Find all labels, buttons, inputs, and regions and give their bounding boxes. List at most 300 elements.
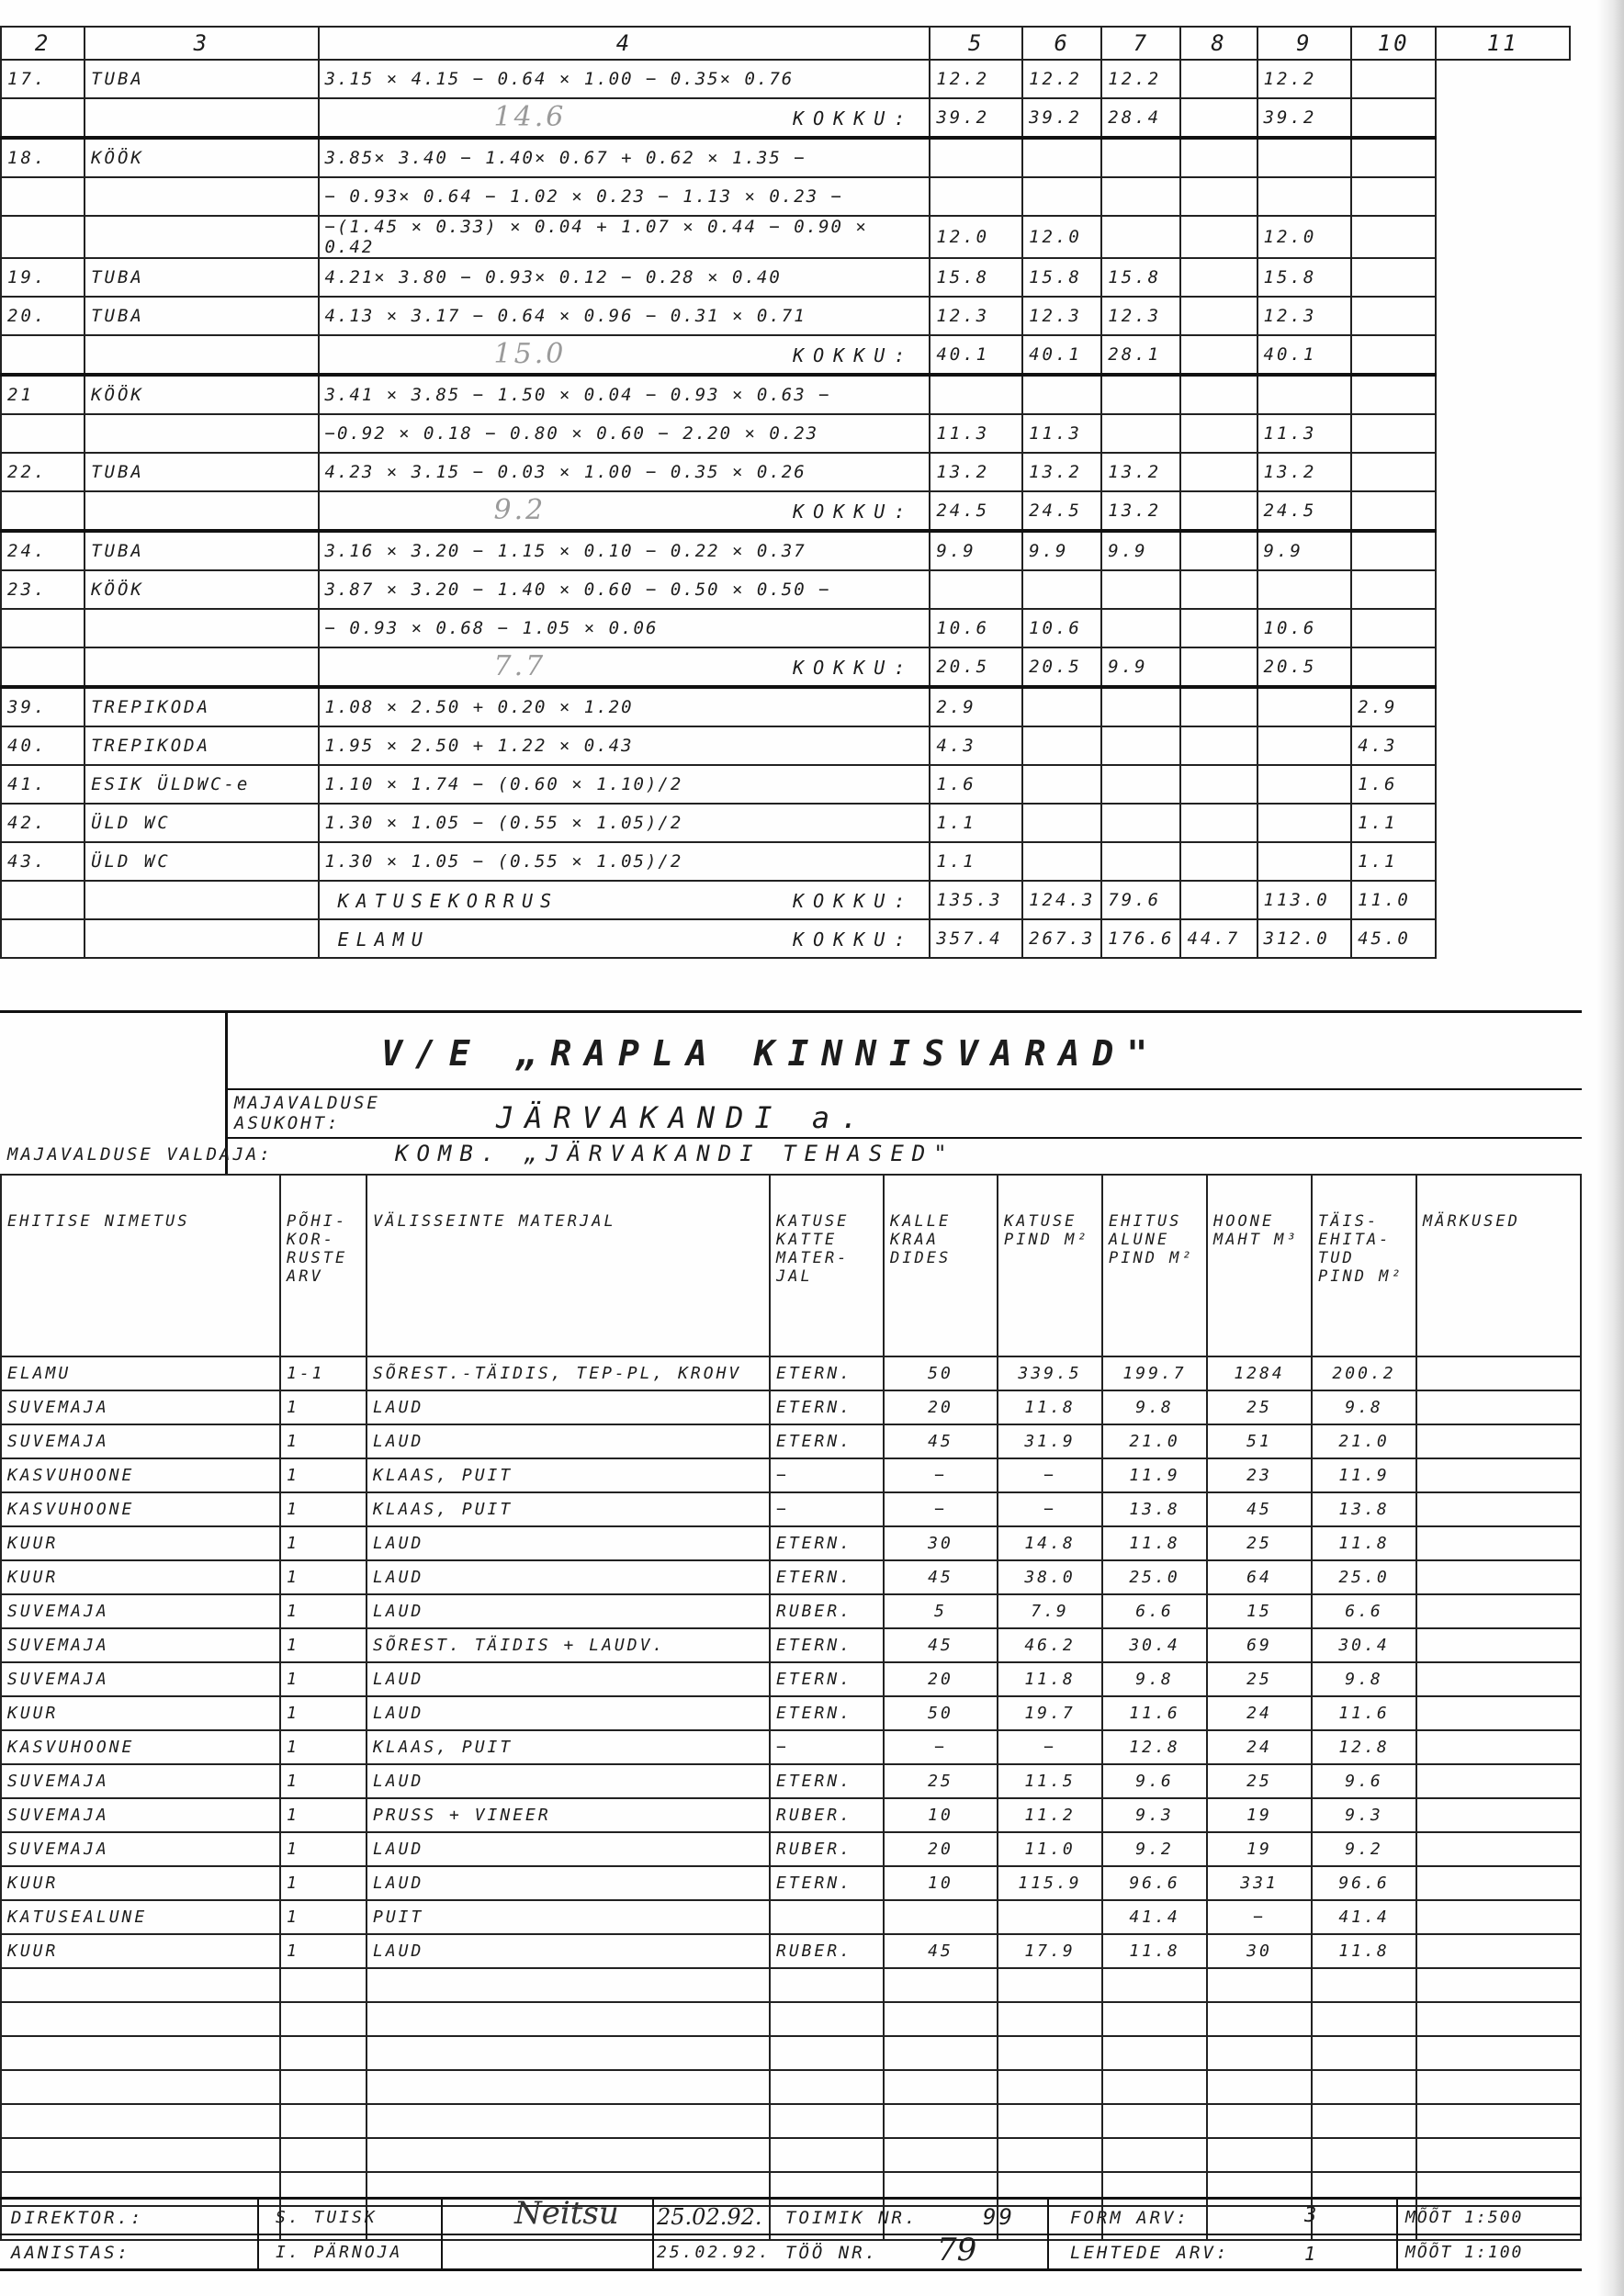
building-cell: LAUD [367, 1764, 770, 1798]
date-2: 25.02.92. [657, 2243, 772, 2262]
section-label: ELAMU [337, 929, 430, 951]
empty-row [1, 2172, 1581, 2206]
empty-cell [367, 2070, 770, 2104]
room-number: 19. [1, 258, 85, 297]
empty-row [1, 2138, 1581, 2172]
building-cell [1416, 1526, 1581, 1560]
room-number [1, 881, 85, 919]
building-cell: RUBER. [770, 1832, 884, 1866]
building-cell: 11.2 [998, 1798, 1102, 1832]
building-cell: ETERN. [770, 1628, 884, 1662]
area-formula: 4.23 × 3.15 − 0.03 × 1.00 − 0.35 × 0.26 [319, 453, 930, 491]
empty-cell [1102, 2172, 1207, 2206]
building-cell: 25 [884, 1764, 998, 1798]
empty-row [1, 1968, 1581, 2002]
building-cell: 9.8 [1102, 1390, 1207, 1424]
building-cell: LAUD [367, 1832, 770, 1866]
room-name [85, 414, 318, 453]
building-cell: 339.5 [998, 1356, 1102, 1390]
value-cell [1351, 297, 1436, 335]
area-formula: 1.10 × 1.74 − (0.60 × 1.10)/2 [319, 765, 930, 804]
building-cell: 1 [280, 1594, 367, 1628]
value-cell [1351, 647, 1436, 687]
building-cell: KUUR [1, 1934, 280, 1968]
value-cell [1257, 138, 1352, 177]
value-cell: 15.8 [930, 258, 1022, 297]
kokku-label: KOKKU: [793, 657, 915, 679]
building-cell [1416, 1696, 1581, 1730]
building-cell: − [770, 1492, 884, 1526]
building-cell: ELAMU [1, 1356, 280, 1390]
building-cell: − [998, 1458, 1102, 1492]
building-cell: KUUR [1, 1560, 280, 1594]
building-cell [1416, 1424, 1581, 1458]
building-cell: 15 [1207, 1594, 1312, 1628]
room-name [85, 98, 318, 138]
value-cell: 11.3 [930, 414, 1022, 453]
building-cell: 1 [280, 1424, 367, 1458]
building-cell: 10 [884, 1798, 998, 1832]
building-cell: 1 [280, 1390, 367, 1424]
value-cell [1180, 726, 1257, 765]
building-cell: 12.8 [1102, 1730, 1207, 1764]
value-cell: 13.2 [1101, 491, 1180, 531]
empty-row [1, 2002, 1581, 2036]
building-cell [1416, 1730, 1581, 1764]
order-value: 99 [983, 2204, 1015, 2230]
area-row [1, 531, 1570, 570]
room-name: TREPIKODA [85, 687, 318, 726]
empty-cell [884, 2002, 998, 2036]
building-cell: SUVEMAJA [1, 1424, 280, 1458]
owner-value: KOMB. „JÄRVAKANDI TEHASED" [395, 1141, 955, 1166]
building-cell: 200.2 [1312, 1356, 1416, 1390]
room-name: KÖÖK [85, 570, 318, 609]
building-cell: LAUD [367, 1594, 770, 1628]
value-cell [1180, 138, 1257, 177]
value-cell [1180, 609, 1257, 647]
room-name: TUBA [85, 258, 318, 297]
footer-col-line [1396, 2197, 1398, 2270]
empty-cell [770, 2138, 884, 2172]
empty-cell [884, 2104, 998, 2138]
value-cell: 10.6 [1257, 609, 1352, 647]
date-1: 25.02.92. [657, 2204, 762, 2230]
value-cell: 10.6 [1022, 609, 1101, 647]
value-cell [1022, 570, 1101, 609]
signature: Neitsu [514, 2195, 619, 2232]
director-name: S. TUISK [276, 2208, 378, 2227]
value-cell: 11.3 [1257, 414, 1352, 453]
building-cell: 24 [1207, 1730, 1312, 1764]
building-cell: 9.2 [1312, 1832, 1416, 1866]
value-cell: 4.3 [930, 726, 1022, 765]
value-cell [1022, 726, 1101, 765]
area-row [1, 842, 1570, 881]
value-cell: 20.5 [1257, 647, 1352, 687]
room-name [85, 919, 318, 958]
area-row [1, 726, 1570, 765]
room-name: TUBA [85, 297, 318, 335]
value-cell [1180, 531, 1257, 570]
building-cell: − [770, 1730, 884, 1764]
empty-cell [884, 2070, 998, 2104]
empty-cell [1, 2070, 280, 2104]
building-cell: 11.5 [998, 1764, 1102, 1798]
value-cell: 15.8 [1022, 258, 1101, 297]
value-cell [1022, 765, 1101, 804]
value-cell [1257, 726, 1352, 765]
value-cell [1101, 804, 1180, 842]
empty-cell [1207, 2172, 1312, 2206]
building-cell: 115.9 [998, 1866, 1102, 1900]
value-cell [1351, 138, 1436, 177]
building-cell: − [884, 1458, 998, 1492]
area-formula: −0.92 × 0.18 − 0.80 × 0.60 − 2.20 × 0.23 [319, 414, 930, 453]
building-cell [1416, 1356, 1581, 1390]
building-cell: 51 [1207, 1424, 1312, 1458]
building-cell [1416, 1832, 1581, 1866]
value-cell: 312.0 [1257, 919, 1352, 958]
building-cell: 19 [1207, 1798, 1312, 1832]
room-number [1, 98, 85, 138]
work-label: TÖÖ NR. [785, 2243, 879, 2263]
value-cell: 1.6 [1351, 765, 1436, 804]
building-cell: ETERN. [770, 1526, 884, 1560]
building-row [1, 1424, 1581, 1458]
room-name [85, 177, 318, 216]
building-row [1, 1662, 1581, 1696]
building-cell [1416, 1560, 1581, 1594]
value-cell: 40.1 [1022, 335, 1101, 375]
empty-cell [1, 2172, 280, 2206]
area-row [1, 919, 1570, 958]
value-cell [1180, 258, 1257, 297]
building-cell: 50 [884, 1356, 998, 1390]
value-cell [1351, 453, 1436, 491]
value-cell [1022, 687, 1101, 726]
section-divider [0, 1010, 1582, 1013]
value-cell [1257, 842, 1352, 881]
drawn-label: AANISTAS: [11, 2243, 130, 2263]
col-header: KATUSE PIND M² [998, 1175, 1102, 1356]
building-cell: − [998, 1730, 1102, 1764]
value-cell: 12.2 [1101, 60, 1180, 98]
col-header: MÄRKUSED [1416, 1175, 1581, 1356]
empty-cell [367, 2104, 770, 2138]
empty-cell [884, 2138, 998, 2172]
area-row [1, 98, 1570, 138]
pencil-note: 7.7 [493, 650, 547, 682]
value-cell [930, 570, 1022, 609]
building-cell: LAUD [367, 1696, 770, 1730]
forms-value: 3 [1304, 2204, 1320, 2227]
building-cell: 5 [884, 1594, 998, 1628]
col-num: 11 [1436, 27, 1570, 60]
value-cell: 28.4 [1101, 98, 1180, 138]
area-row [1, 609, 1570, 647]
value-cell [1180, 98, 1257, 138]
building-cell: ETERN. [770, 1560, 884, 1594]
value-cell [1351, 491, 1436, 531]
building-cell: KUUR [1, 1526, 280, 1560]
building-cell: 6.6 [1102, 1594, 1207, 1628]
empty-cell [998, 2036, 1102, 2070]
building-row [1, 1832, 1581, 1866]
room-name: ESIK ÜLDWC-e [85, 765, 318, 804]
value-cell: 40.1 [930, 335, 1022, 375]
empty-cell [998, 2138, 1102, 2172]
building-cell: ETERN. [770, 1356, 884, 1390]
value-cell [1101, 138, 1180, 177]
building-cell: 1 [280, 1832, 367, 1866]
room-name [85, 609, 318, 647]
building-cell: 64 [1207, 1560, 1312, 1594]
area-row [1, 765, 1570, 804]
empty-cell [1102, 2104, 1207, 2138]
value-cell [1180, 687, 1257, 726]
value-cell: 4.3 [1351, 726, 1436, 765]
building-cell [1416, 1900, 1581, 1934]
header-line [225, 1088, 1582, 1090]
room-number [1, 919, 85, 958]
empty-cell [998, 2104, 1102, 2138]
value-cell: 1.6 [930, 765, 1022, 804]
building-cell: 45 [1207, 1492, 1312, 1526]
empty-cell [1102, 2138, 1207, 2172]
building-cell: 50 [884, 1696, 998, 1730]
building-cell: 1 [280, 1560, 367, 1594]
building-row [1, 1594, 1581, 1628]
value-cell [1101, 570, 1180, 609]
area-row [1, 453, 1570, 491]
room-name [85, 647, 318, 687]
value-cell [930, 375, 1022, 414]
value-cell [1101, 687, 1180, 726]
empty-cell [280, 2002, 367, 2036]
empty-cell [1207, 2036, 1312, 2070]
value-cell [1257, 804, 1352, 842]
area-formula [319, 647, 930, 687]
building-cell: − [770, 1458, 884, 1492]
building-cell: 12.8 [1312, 1730, 1416, 1764]
value-cell [1180, 765, 1257, 804]
room-name: ÜLD WC [85, 842, 318, 881]
col-header: HOONE MAHT M³ [1207, 1175, 1312, 1356]
building-cell: − [998, 1492, 1102, 1526]
building-cell: 31.9 [998, 1424, 1102, 1458]
sheets-value: 1 [1304, 2243, 1319, 2265]
building-cell: KASVUHOONE [1, 1492, 280, 1526]
value-cell [1101, 609, 1180, 647]
value-cell: 9.9 [1022, 531, 1101, 570]
value-cell [1351, 531, 1436, 570]
building-cell: 11.9 [1102, 1458, 1207, 1492]
area-formula: 1.30 × 1.05 − (0.55 × 1.05)/2 [319, 804, 930, 842]
empty-row [1, 2036, 1581, 2070]
building-cell: 1 [280, 1764, 367, 1798]
empty-row [1, 2104, 1581, 2138]
building-cell [1416, 1594, 1581, 1628]
director-label: DIREKTOR.: [11, 2208, 144, 2228]
empty-cell [1416, 2104, 1581, 2138]
value-cell [1351, 258, 1436, 297]
area-formula: − 0.93 × 0.68 − 1.05 × 0.06 [319, 609, 930, 647]
value-cell: 1.1 [930, 804, 1022, 842]
empty-cell [1207, 1968, 1312, 2002]
building-cell: KASVUHOONE [1, 1730, 280, 1764]
building-cell: 9.8 [1102, 1662, 1207, 1696]
building-row [1, 1458, 1581, 1492]
value-cell [1180, 177, 1257, 216]
building-cell: ETERN. [770, 1696, 884, 1730]
work-value: 79 [937, 2232, 977, 2268]
kokku-label: KOKKU: [793, 929, 915, 951]
value-cell: 45.0 [1351, 919, 1436, 958]
value-cell: 357.4 [930, 919, 1022, 958]
building-row [1, 1560, 1581, 1594]
building-cell: 21.0 [1102, 1424, 1207, 1458]
building-cell: 1 [280, 1696, 367, 1730]
area-formula: 3.15 × 4.15 − 0.64 × 1.00 − 0.35× 0.76 [319, 60, 930, 98]
building-cell: LAUD [367, 1424, 770, 1458]
col-header: EHITUS ALUNE PIND M² [1102, 1175, 1207, 1356]
building-cell [1416, 1458, 1581, 1492]
value-cell: 12.0 [1022, 216, 1101, 258]
building-cell: 11.8 [998, 1390, 1102, 1424]
building-cell: RUBER. [770, 1798, 884, 1832]
value-cell [1257, 177, 1352, 216]
empty-cell [998, 2002, 1102, 2036]
building-cell: 9.8 [1312, 1662, 1416, 1696]
value-cell [1351, 609, 1436, 647]
building-cell: 1 [280, 1934, 367, 1968]
room-number: 17. [1, 60, 85, 98]
room-number: 22. [1, 453, 85, 491]
building-cell: KUUR [1, 1696, 280, 1730]
area-row [1, 570, 1570, 609]
col-header: TÄIS-EHITA-TUD PIND M² [1312, 1175, 1416, 1356]
room-number: 40. [1, 726, 85, 765]
value-cell: 39.2 [1022, 98, 1101, 138]
empty-cell [884, 2172, 998, 2206]
building-cell: 11.8 [1312, 1934, 1416, 1968]
col-num: 5 [930, 27, 1022, 60]
building-cell: 1284 [1207, 1356, 1312, 1390]
building-cell [1416, 1628, 1581, 1662]
value-cell: 40.1 [1257, 335, 1352, 375]
empty-cell [1416, 2002, 1581, 2036]
value-cell [1101, 375, 1180, 414]
empty-cell [280, 1968, 367, 2002]
empty-cell [1, 2104, 280, 2138]
room-name: TUBA [85, 453, 318, 491]
room-name: KÖÖK [85, 375, 318, 414]
value-cell: 113.0 [1257, 881, 1352, 919]
building-row [1, 1730, 1581, 1764]
kokku-label: KOKKU: [793, 890, 915, 912]
building-row [1, 1866, 1581, 1900]
area-formula: 3.16 × 3.20 − 1.15 × 0.10 − 0.22 × 0.37 [319, 531, 930, 570]
building-cell: 331 [1207, 1866, 1312, 1900]
col-num: 9 [1257, 27, 1352, 60]
building-cell: 69 [1207, 1628, 1312, 1662]
building-cell [998, 1900, 1102, 1934]
area-row [1, 375, 1570, 414]
building-cell: 9.2 [1102, 1832, 1207, 1866]
location-label-2: ASUKOHT: [234, 1113, 341, 1133]
empty-cell [1, 1968, 280, 2002]
building-row [1, 1526, 1581, 1560]
building-cell: 13.8 [1312, 1492, 1416, 1526]
room-number [1, 414, 85, 453]
building-cell: 25.0 [1102, 1560, 1207, 1594]
footer-line [0, 2234, 1582, 2235]
building-cell: 11.8 [1312, 1526, 1416, 1560]
building-cell: SUVEMAJA [1, 1764, 280, 1798]
value-cell [1022, 375, 1101, 414]
value-cell [1351, 60, 1436, 98]
empty-cell [1, 2002, 280, 2036]
building-cell: 20 [884, 1662, 998, 1696]
building-cell: 25 [1207, 1662, 1312, 1696]
room-number: 23. [1, 570, 85, 609]
value-cell: 135.3 [930, 881, 1022, 919]
owner-label: MAJAVALDUSE VALDAJA: [7, 1144, 273, 1165]
empty-cell [367, 2002, 770, 2036]
value-cell [1180, 60, 1257, 98]
value-cell [1101, 726, 1180, 765]
building-cell: KATUSEALUNE [1, 1900, 280, 1934]
col-header: KATUSE KATTE MATER-JAL [770, 1175, 884, 1356]
building-cell: RUBER. [770, 1934, 884, 1968]
building-cell: 9.6 [1312, 1764, 1416, 1798]
area-row [1, 216, 1570, 258]
value-cell [1022, 177, 1101, 216]
building-cell: 7.9 [998, 1594, 1102, 1628]
building-cell: 25 [1207, 1390, 1312, 1424]
buildings-header-row [1, 1175, 1581, 1356]
location-label-1: MAJAVALDUSE [234, 1093, 380, 1113]
building-row [1, 1492, 1581, 1526]
room-name: KÖÖK [85, 138, 318, 177]
area-formula: 3.87 × 3.20 − 1.40 × 0.60 − 0.50 × 0.50 − [319, 570, 930, 609]
area-row [1, 297, 1570, 335]
room-name [85, 335, 318, 375]
empty-cell [1312, 2070, 1416, 2104]
building-cell: 20 [884, 1390, 998, 1424]
building-cell: 6.6 [1312, 1594, 1416, 1628]
room-number [1, 216, 85, 258]
footer-col-line [257, 2197, 259, 2270]
area-row [1, 491, 1570, 531]
building-cell: 11.0 [998, 1832, 1102, 1866]
value-cell: 124.3 [1022, 881, 1101, 919]
empty-cell [1207, 2002, 1312, 2036]
value-cell [1351, 177, 1436, 216]
drawn-name: I. PÄRNOJA [276, 2243, 403, 2262]
order-label: TOIMIK NR. [785, 2208, 919, 2228]
location-value: JÄRVAKANDI a. [496, 1100, 870, 1135]
empty-cell [280, 2036, 367, 2070]
footer-line [0, 2268, 1582, 2271]
value-cell [1101, 765, 1180, 804]
value-cell: 13.2 [930, 453, 1022, 491]
building-cell: 1 [280, 1662, 367, 1696]
building-cell: SUVEMAJA [1, 1662, 280, 1696]
area-row [1, 687, 1570, 726]
building-cell: 1 [280, 1492, 367, 1526]
